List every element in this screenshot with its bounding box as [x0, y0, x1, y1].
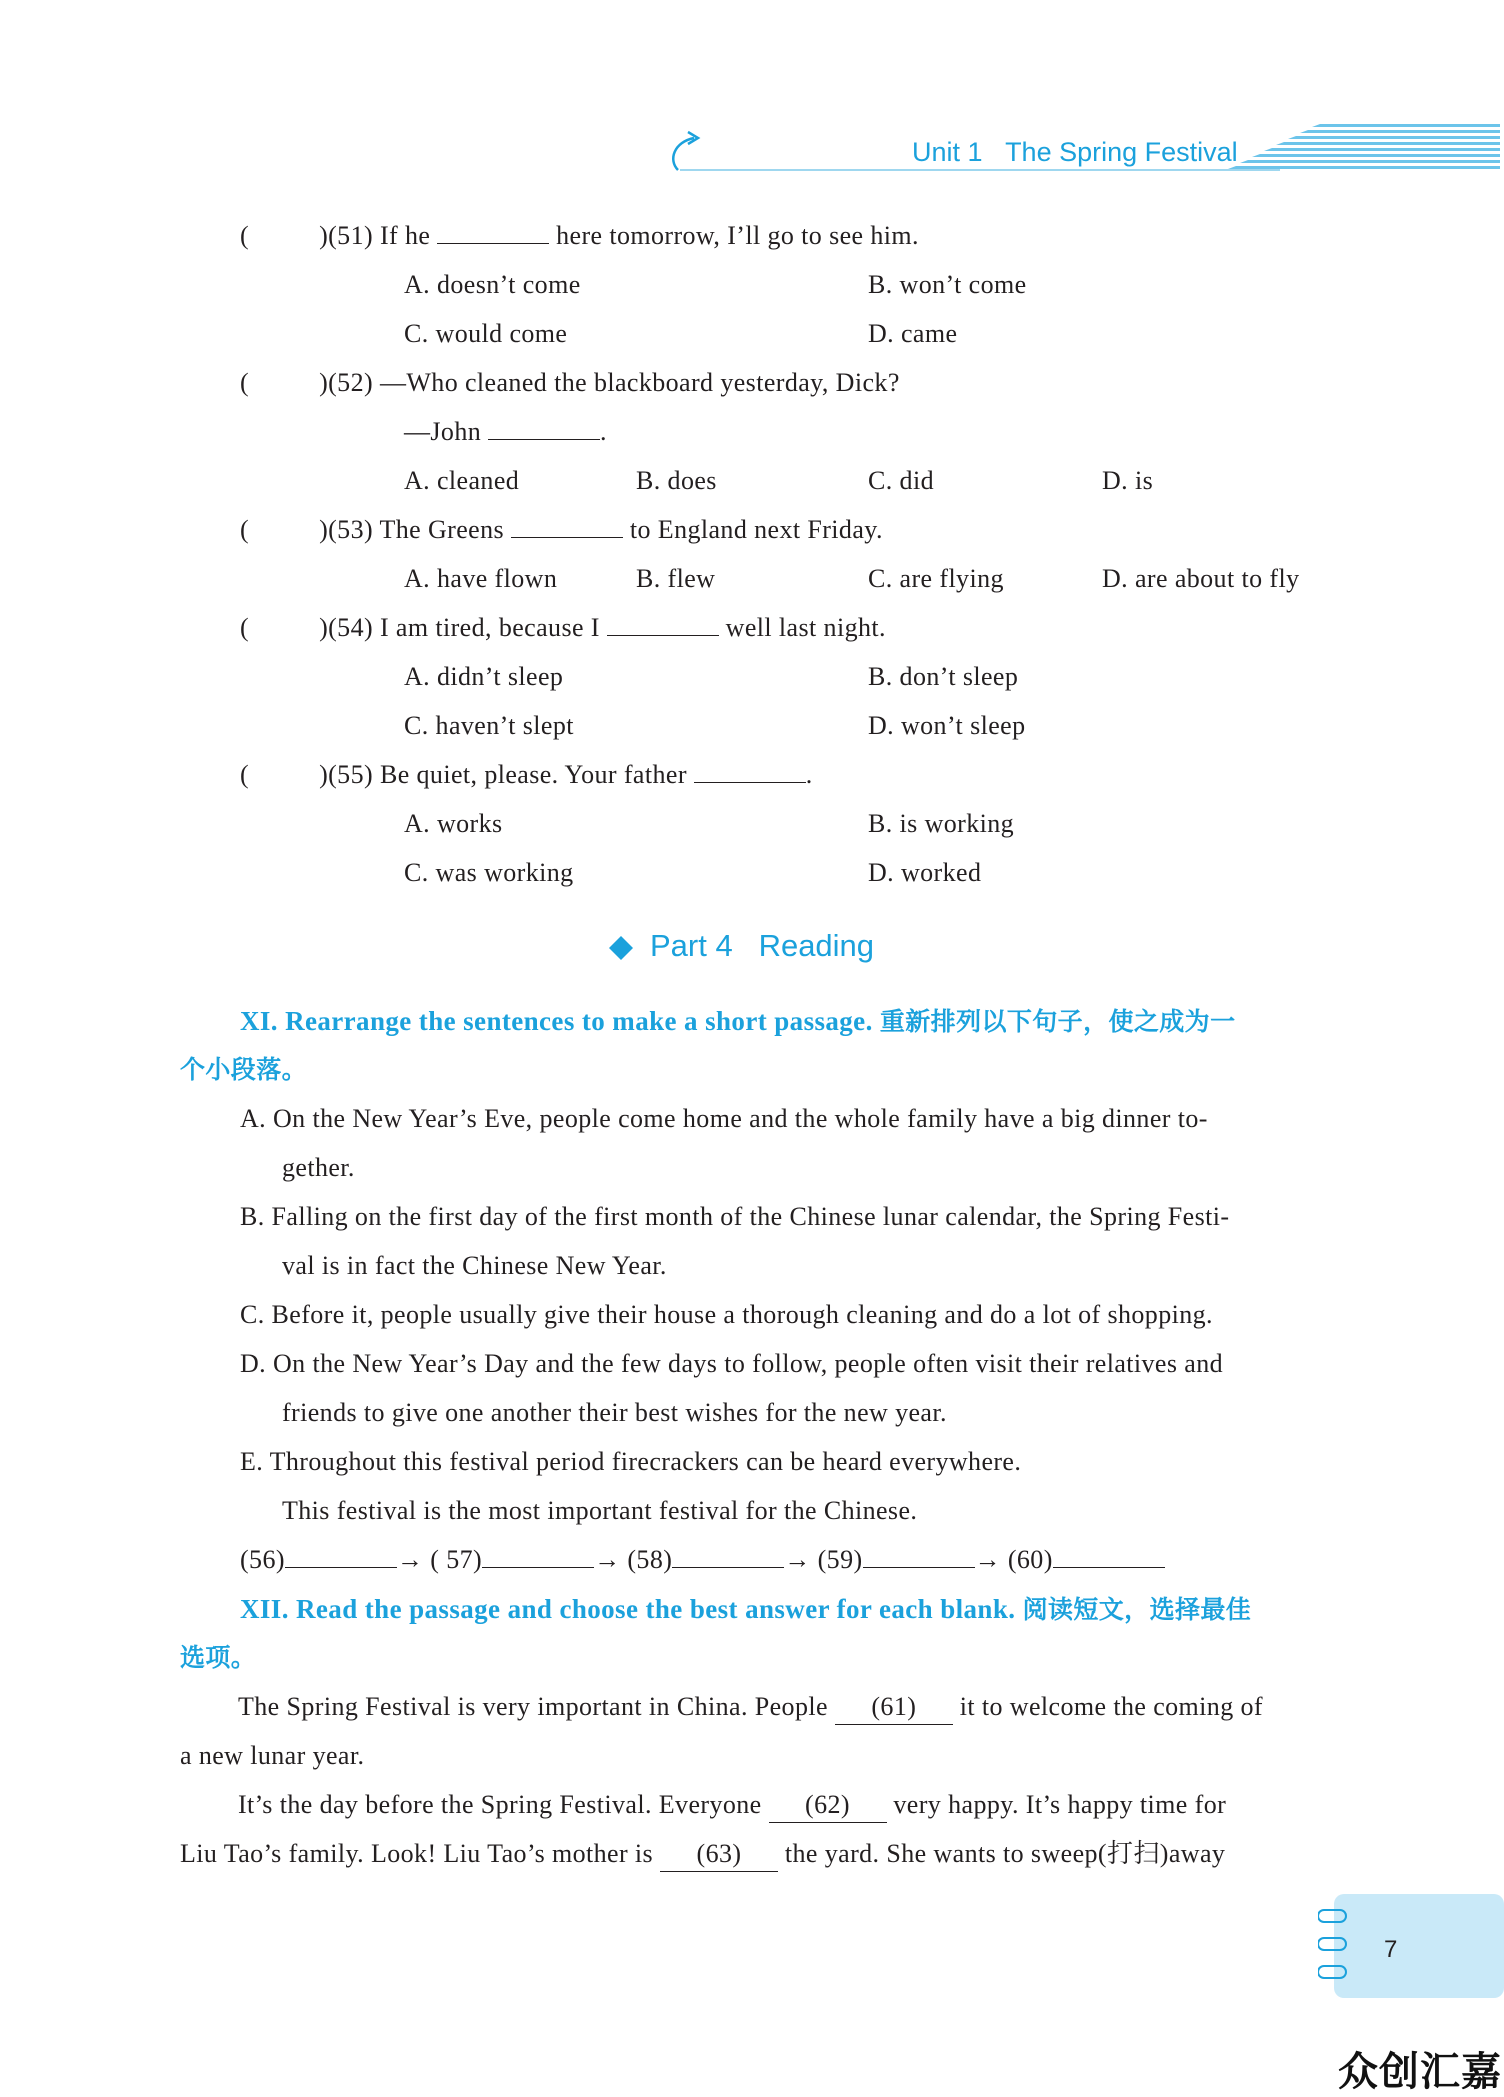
passage-line-2: a new lunar year. [180, 1741, 365, 1770]
part-heading [650, 928, 874, 964]
question-54: ( )(54) I am tired, because I well last night. [240, 613, 886, 642]
answer-blank[interactable] [694, 758, 806, 783]
option-55-b[interactable]: B. is working [868, 809, 1015, 838]
question-52: ( )(52) —Who cleaned the blackboard yesterday, Dick? [240, 368, 900, 397]
page-tab [1318, 1894, 1504, 1998]
answer-blank[interactable] [511, 513, 623, 538]
sentence-b-cont: val is in fact the Chinese New Year. [282, 1251, 667, 1280]
sentence-b: B. Falling on the first day of the first month of the Chinese lunar calendar, the Spring Festi- [240, 1202, 1230, 1231]
option-51-b[interactable]: B. won’t come [868, 270, 1027, 299]
answer-blank[interactable] [437, 219, 549, 244]
option-53-a[interactable]: A. have flown [404, 564, 558, 593]
option-54-b[interactable]: B. don’t sleep [868, 662, 1019, 691]
sentence-a: A. On the New Year’s Eve, people come home and the whole family have a big dinner to- [240, 1104, 1208, 1133]
unit-title: The Spring Festival [1005, 137, 1238, 167]
passage-line-4: Liu Tao’s family. Look! Liu Tao’s mother is (63) the yard. She wants to sweep(打扫)away [180, 1837, 1225, 1872]
order-blank-56[interactable] [285, 1543, 397, 1568]
option-52-a[interactable]: A. cleaned [404, 466, 520, 495]
sentence-e: E. Throughout this festival period firecrackers can be heard everywhere. [240, 1447, 1022, 1476]
option-52-b[interactable]: B. does [636, 466, 717, 495]
section-xii-title: XII. Read the passage and choose the best answer for each blank. 阅读短文，选择最佳 [240, 1594, 1252, 1624]
part-title: Reading [758, 928, 875, 963]
question-number: (53) [328, 515, 374, 544]
question-52-reply: —John . [404, 417, 607, 446]
question-53: ( )(53) The Greens to England next Friday. [240, 515, 883, 544]
passage-blank-63[interactable]: (63) [660, 1837, 778, 1872]
part-label: Part 4 [650, 928, 733, 963]
answer-blank[interactable] [607, 611, 719, 636]
option-51-a[interactable]: A. doesn’t come [404, 270, 581, 299]
question-number: (51) [328, 221, 374, 250]
sentence-c: C. Before it, people usually give their house a thorough cleaning and do a lot of shopping. [240, 1300, 1213, 1329]
order-blank-59[interactable] [863, 1543, 975, 1568]
unit-label: Unit 1 [912, 137, 983, 167]
order-blank-60[interactable] [1053, 1543, 1165, 1568]
watermark: 众创汇嘉 [1338, 2049, 1502, 2095]
option-54-a[interactable]: A. didn’t sleep [404, 662, 564, 691]
option-53-d[interactable]: D. are about to fly [1102, 564, 1300, 593]
sentence-d: D. On the New Year’s Day and the few days to follow, people often visit their relatives and [240, 1349, 1223, 1378]
order-blank-57[interactable] [482, 1543, 594, 1568]
section-xi-title: XI. Rearrange the sentences to make a short passage. 重新排列以下句子，使之成为一 [240, 1006, 1236, 1036]
question-number: (55) [328, 760, 374, 789]
question-51: ( )(51) If he here tomorrow, I’ll go to see him. [240, 221, 919, 250]
header-title [912, 137, 1238, 168]
question-number: (54) [328, 613, 374, 642]
option-51-c[interactable]: C. would come [404, 319, 568, 348]
passage-line-3: It’s the day before the Spring Festival. Everyone (62) very happy. It’s happy time for [238, 1788, 1226, 1823]
option-52-d[interactable]: D. is [1102, 466, 1154, 495]
passage-blank-62[interactable]: (62) [769, 1788, 887, 1823]
section-xi-title-cont: 个小段落。 [180, 1055, 308, 1084]
order-blank-58[interactable] [672, 1543, 784, 1568]
option-54-c[interactable]: C. haven’t slept [404, 711, 574, 740]
option-51-d[interactable]: D. came [868, 319, 958, 348]
sentence-d-cont: friends to give one another their best wishes for the new year. [282, 1398, 947, 1427]
option-53-c[interactable]: C. are flying [868, 564, 1004, 593]
order-answer-row: (56) → ( 57) → (58) → (59) → (60) [240, 1543, 1165, 1577]
option-53-b[interactable]: B. flew [636, 564, 716, 593]
passage-blank-61[interactable]: (61) [835, 1690, 953, 1725]
option-55-a[interactable]: A. works [404, 809, 503, 838]
diamond-icon [608, 935, 634, 961]
option-55-d[interactable]: D. worked [868, 858, 982, 887]
option-55-c[interactable]: C. was working [404, 858, 574, 887]
question-55: ( )(55) Be quiet, please. Your father . [240, 760, 813, 789]
page-number: 7 [1384, 1936, 1398, 1963]
question-number: (52) [328, 368, 374, 397]
option-54-d[interactable]: D. won’t sleep [868, 711, 1026, 740]
stripe-band [1228, 124, 1500, 169]
section-xii-title-cont: 选项。 [180, 1643, 257, 1672]
sentence-e-cont: This festival is the most important festival for the Chinese. [282, 1496, 918, 1525]
option-52-c[interactable]: C. did [868, 466, 934, 495]
passage-line-1: The Spring Festival is very important in China. People (61) it to welcome the coming of [238, 1690, 1263, 1725]
answer-blank[interactable] [488, 415, 600, 440]
sentence-a-cont: gether. [282, 1153, 355, 1182]
